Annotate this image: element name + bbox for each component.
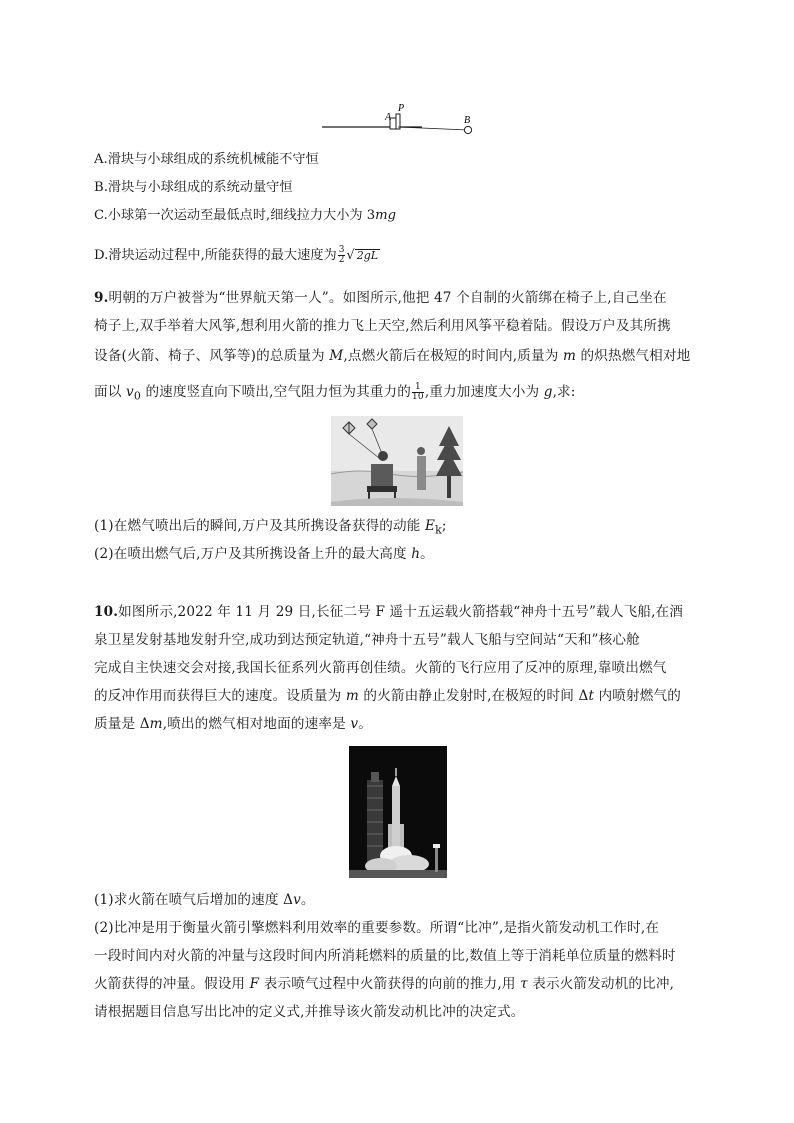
q9-line4: 面以 $v_0$ 的速度竖直向下喷出,空气阻力恒为其重力的 $\frac{1}{10}$ ,重力加速度大小为 g,求: [94,382,576,403]
q9-sub1: (1)在燃气喷出后的瞬间,万户及其所携设备获得的动能 $E_k$; [94,518,447,537]
q9-line3: 设备(火箭、椅子、风筝等)的总质量为 M,点燃火箭后在极短的时间内,质量为 m 的炽热燃气相对地 [94,348,691,364]
q10-sub2-line4: 请根据题目信息写出比冲的定义式,并推导该火箭发动机比冲的决定式。 [94,1004,525,1020]
label-A: A [385,112,392,123]
label-B: B [464,115,471,126]
option-b: B.滑块与小球组成的系统动量守恒 [94,180,293,195]
q10-sub2-line3: 火箭获得的冲量。假设用 F 表示喷气过程中火箭获得的向前的推力,用 τ 表示火箭发动机的比冲, [94,976,675,992]
q10-line2: 泉卫星发射基地发射升空,成功到达预定轨道,“神舟十五号”载人飞船与空间站“天和”核心舱 [94,632,640,648]
slider-ball-diagram [318,100,478,140]
q10-sub2-line2: 一段时间内对火箭的冲量与这段时间内所消耗燃料的质量的比,数值上等于消耗单位质量的燃料时 [94,948,676,964]
q10-line3: 完成自主快速交会对接,我国长征系列火箭再创佳绩。火箭的飞行应用了反冲的原理,靠喷出燃气 [94,660,667,676]
q10-number: 10. [94,604,119,620]
wanhu-illustration [331,416,463,506]
q10-line1: 10.如图所示,2022 年 11 月 29 日,长征二号 F 遥十五运载火箭搭载“神舟十五号”载人飞船,在酒 [94,604,684,620]
option-c-text: C.小球第一次运动至最低点时,细线拉力大小为 3 [94,208,376,223]
option-a: A.滑块与小球组成的系统机械能不守恒 [94,152,319,167]
rocket-launch-photo [349,746,447,878]
option-c-mg: mg [375,208,397,223]
q9-number: 9. [94,290,109,306]
q9-fraction: $\frac{1}{10}$ [412,382,424,402]
option-d: D.滑块运动过程中,所能获得的最大速度为 $\frac{3}{2}$ √ 2gL [94,245,379,265]
q10-line5: 质量是 Δm,喷出的燃气相对地面的速率是 v。 [94,716,372,732]
option-d-root: 2gL [356,249,379,262]
q10-sub2-line1: (2)比冲是用于衡量火箭引擎燃料利用效率的重要参数。所谓“比冲”,是指火箭发动机工作时,在 [94,920,660,936]
label-P: P [398,103,405,114]
q9-line2: 椅子上,双手举着大风筝,想利用火箭的推力飞上天空,然后利用风筝平稳着陆。假设万户及其所携 [94,318,671,334]
option-c [94,206,396,226]
q9-sub2: (2)在喷出燃气后,万户及其所携设备上升的最大高度 h。 [94,546,434,562]
option-d-text: D.滑块运动过程中,所能获得的最大速度为 [94,248,337,263]
q10-line4: 的反冲作用而获得巨大的速度。设质量为 m 的火箭由静止发射时,在极短的时间 Δt 内喷射燃气的 [94,688,682,704]
option-d-fraction: $\frac{3}{2}$ [338,245,345,265]
q9-line1: 9.明朝的万户被誉为“世界航天第一人”。如图所示,他把 47 个自制的火箭绑在椅子上,自己坐在 [94,290,667,306]
q10-sub1: (1)求火箭在喷气后增加的速度 Δv。 [94,892,315,908]
